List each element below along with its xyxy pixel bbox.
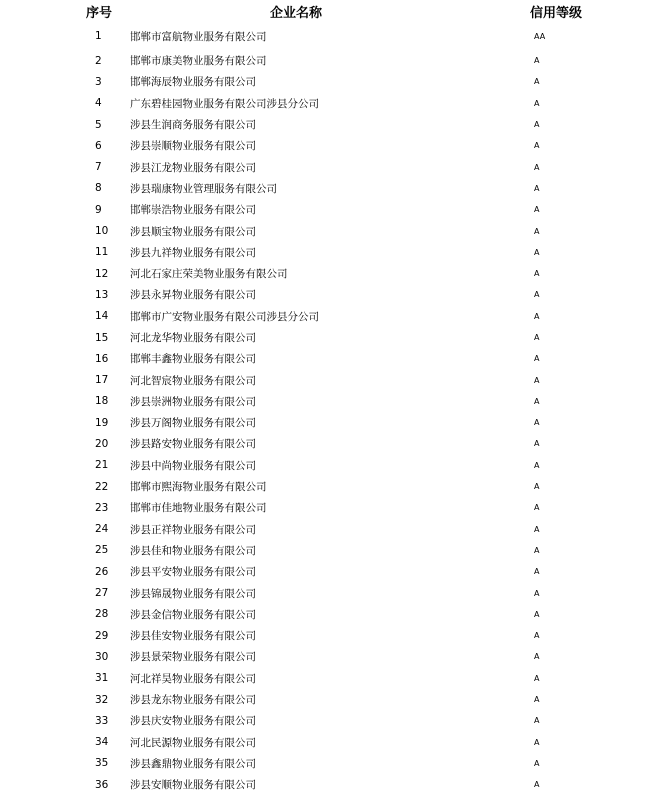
company-name-text: 邯郸市广安物业服务有限公司涉县分公司 bbox=[130, 310, 319, 323]
table-row bbox=[0, 582, 662, 603]
company-name-cell bbox=[130, 263, 500, 284]
table-row bbox=[0, 284, 662, 305]
table-row bbox=[0, 497, 662, 518]
credit-grade-cell: A bbox=[534, 780, 540, 790]
serial-number-cell: 1 bbox=[95, 30, 102, 42]
table-row bbox=[0, 476, 662, 497]
serial-number-cell: 18 bbox=[95, 395, 109, 408]
company-name-text: 涉县生润商务服务有限公司 bbox=[130, 119, 256, 132]
company-name-text: 涉县佳安物业服务有限公司 bbox=[130, 630, 256, 643]
serial-number-cell: 35 bbox=[95, 757, 109, 770]
company-name-text: 河北石家庄荣美物业服务有限公司 bbox=[130, 268, 288, 281]
serial-number-cell: 10 bbox=[95, 225, 109, 238]
table-header bbox=[0, 0, 662, 22]
serial-number-cell: 24 bbox=[95, 523, 109, 536]
credit-grade-cell: A bbox=[534, 354, 540, 364]
credit-grade-cell: A bbox=[534, 183, 540, 193]
company-name-cell bbox=[130, 710, 500, 731]
company-name-text: 涉县九祥物业服务有限公司 bbox=[130, 246, 256, 259]
serial-number-cell: 34 bbox=[95, 736, 109, 749]
serial-number-cell: 16 bbox=[95, 352, 109, 365]
company-name-cell bbox=[130, 156, 500, 177]
company-name-cell bbox=[130, 135, 500, 156]
credit-grade-cell: A bbox=[534, 695, 540, 705]
serial-number-cell: 3 bbox=[95, 75, 102, 88]
serial-number-cell: 4 bbox=[95, 97, 102, 110]
credit-grade-cell: A bbox=[534, 631, 540, 641]
credit-grade-cell: A bbox=[534, 460, 540, 470]
company-name-cell bbox=[130, 582, 500, 603]
serial-number-cell: 14 bbox=[95, 310, 109, 323]
credit-grade-cell: A bbox=[534, 588, 540, 598]
company-name-text: 涉县锦晟物业服务有限公司 bbox=[130, 587, 256, 600]
credit-grade-cell: A bbox=[534, 673, 540, 683]
serial-number-cell: 26 bbox=[95, 565, 109, 578]
company-name-cell bbox=[130, 455, 500, 476]
serial-number-cell: 27 bbox=[95, 587, 109, 600]
credit-grade-cell: A bbox=[534, 205, 540, 215]
serial-number-cell: 19 bbox=[95, 416, 109, 429]
company-name-cell bbox=[130, 114, 500, 135]
credit-grade-cell: A bbox=[534, 247, 540, 257]
company-name-cell bbox=[130, 348, 500, 369]
company-name-cell bbox=[130, 604, 500, 625]
table-row bbox=[0, 22, 662, 50]
company-name-text: 涉县崇顺物业服务有限公司 bbox=[130, 140, 256, 153]
company-name-text: 涉县佳和物业服务有限公司 bbox=[130, 544, 256, 557]
table-row bbox=[0, 156, 662, 177]
table-row bbox=[0, 220, 662, 241]
credit-grade-cell: A bbox=[534, 545, 540, 555]
serial-number-cell: 6 bbox=[95, 139, 102, 152]
serial-number-cell: 25 bbox=[95, 544, 109, 557]
serial-number-cell: 28 bbox=[95, 608, 109, 621]
company-name-cell bbox=[130, 199, 500, 220]
company-name-cell bbox=[130, 178, 500, 199]
serial-number-cell: 21 bbox=[95, 459, 109, 472]
credit-grade-cell: A bbox=[534, 439, 540, 449]
company-name-cell bbox=[130, 625, 500, 646]
company-name-cell bbox=[130, 561, 500, 582]
credit-grade-cell: A bbox=[534, 758, 540, 768]
table-body bbox=[0, 22, 662, 795]
company-name-text: 邯郸市富航物业服务有限公司 bbox=[130, 30, 267, 43]
credit-grade-cell: A bbox=[534, 652, 540, 662]
company-name-text: 河北智宸物业服务有限公司 bbox=[130, 374, 256, 387]
credit-grade-cell: A bbox=[534, 482, 540, 492]
credit-grade-cell: A bbox=[534, 120, 540, 130]
table-row bbox=[0, 71, 662, 92]
company-name-cell bbox=[130, 391, 500, 412]
table-row bbox=[0, 646, 662, 667]
company-name-text: 涉县路安物业服务有限公司 bbox=[130, 438, 256, 451]
company-name-cell bbox=[130, 476, 500, 497]
company-name-text: 涉县安顺物业服务有限公司 bbox=[130, 779, 256, 792]
credit-grade-cell: A bbox=[534, 524, 540, 534]
serial-number-cell: 9 bbox=[95, 203, 102, 216]
table-row bbox=[0, 369, 662, 390]
company-name-cell bbox=[130, 327, 500, 348]
company-name-text: 涉县顺宝物业服务有限公司 bbox=[130, 225, 256, 238]
serial-number-cell: 30 bbox=[95, 650, 109, 663]
credit-grade-cell: A bbox=[534, 226, 540, 236]
serial-number-cell: 31 bbox=[95, 672, 109, 685]
company-name-text: 涉县永昇物业服务有限公司 bbox=[130, 289, 256, 302]
header-row bbox=[0, 0, 662, 22]
company-name-cell bbox=[130, 519, 500, 540]
table-row bbox=[0, 412, 662, 433]
credit-grade-cell: A bbox=[534, 311, 540, 321]
company-name-text: 河北龙华物业服务有限公司 bbox=[130, 332, 256, 344]
company-name-cell bbox=[130, 753, 500, 774]
company-name-text: 邯郸丰鑫物业服务有限公司 bbox=[130, 353, 256, 366]
company-name-cell bbox=[130, 540, 500, 561]
credit-grade-cell: A bbox=[534, 333, 540, 342]
company-name-cell bbox=[130, 242, 500, 263]
table-row bbox=[0, 625, 662, 646]
table-row bbox=[0, 327, 662, 348]
credit-grade-cell: A bbox=[534, 396, 540, 406]
header-credit-grade: 信用等级 bbox=[530, 5, 583, 21]
table-row bbox=[0, 561, 662, 582]
company-name-cell bbox=[130, 732, 500, 753]
serial-number-cell: 7 bbox=[95, 161, 102, 174]
company-name-text: 涉县鑫鼎物业服务有限公司 bbox=[130, 757, 256, 770]
serial-number-cell: 8 bbox=[95, 182, 102, 195]
company-name-text: 邯郸海辰物业服务有限公司 bbox=[130, 76, 256, 89]
company-name-text: 涉县平安物业服务有限公司 bbox=[130, 566, 256, 579]
company-name-text: 涉县崇洲物业服务有限公司 bbox=[130, 395, 256, 408]
credit-grade-cell: A bbox=[534, 98, 540, 108]
serial-number-cell: 32 bbox=[95, 693, 109, 706]
serial-number-cell: 22 bbox=[95, 480, 109, 493]
credit-grade-cell: A bbox=[534, 269, 540, 279]
company-name-text: 涉县景荣物业服务有限公司 bbox=[130, 651, 256, 664]
serial-number-cell: 17 bbox=[95, 374, 109, 387]
company-name-cell bbox=[130, 22, 500, 50]
table-row bbox=[0, 519, 662, 540]
serial-number-cell: 2 bbox=[95, 54, 102, 67]
table-row bbox=[0, 668, 662, 689]
table-row bbox=[0, 199, 662, 220]
credit-grade-cell: A bbox=[534, 56, 540, 66]
company-name-text: 涉县万阁物业服务有限公司 bbox=[130, 417, 256, 430]
company-name-cell bbox=[130, 284, 500, 305]
table-row bbox=[0, 433, 662, 454]
company-name-cell bbox=[130, 774, 500, 795]
company-name-cell bbox=[130, 668, 500, 689]
credit-grade-cell: A bbox=[534, 290, 540, 300]
company-name-text: 涉县中尚物业服务有限公司 bbox=[130, 459, 256, 472]
table-row bbox=[0, 732, 662, 753]
company-name-cell bbox=[130, 220, 500, 241]
table-row bbox=[0, 774, 662, 795]
company-name-cell bbox=[130, 412, 500, 433]
table-row bbox=[0, 689, 662, 710]
company-name-cell bbox=[130, 369, 500, 390]
serial-number-cell: 11 bbox=[95, 246, 109, 259]
credit-grade-cell: A bbox=[534, 609, 540, 619]
table-row bbox=[0, 348, 662, 369]
company-name-text: 涉县龙东物业服务有限公司 bbox=[130, 694, 256, 707]
company-name-cell bbox=[130, 689, 500, 710]
table-row bbox=[0, 242, 662, 263]
serial-number-cell: 5 bbox=[95, 118, 102, 131]
table-row bbox=[0, 114, 662, 135]
company-name-text: 邯郸崇浩物业服务有限公司 bbox=[130, 204, 256, 217]
serial-number-cell: 29 bbox=[95, 629, 109, 642]
company-name-text: 涉县金信物业服务有限公司 bbox=[130, 608, 256, 621]
company-name-text: 涉县江龙物业服务有限公司 bbox=[130, 161, 256, 174]
credit-grade-cell: A bbox=[534, 77, 540, 87]
table-row bbox=[0, 135, 662, 156]
table-row bbox=[0, 753, 662, 774]
company-name-text: 邯郸市康美物业服务有限公司 bbox=[130, 55, 267, 68]
company-name-text: 涉县瑞康物业管理服务有限公司 bbox=[130, 182, 277, 195]
company-name-text: 河北祥昊物业服务有限公司 bbox=[130, 672, 256, 685]
company-name-text: 涉县正祥物业服务有限公司 bbox=[130, 523, 256, 536]
serial-number-cell: 23 bbox=[95, 501, 109, 514]
credit-grade-cell: A bbox=[534, 162, 540, 172]
company-name-text: 河北民源物业服务有限公司 bbox=[130, 736, 256, 749]
header-company-name: 企业名称 bbox=[270, 5, 323, 21]
credit-grade-cell: A bbox=[534, 375, 540, 385]
company-name-text: 邯郸市熙海物业服务有限公司 bbox=[130, 481, 267, 494]
serial-number-cell: 36 bbox=[95, 778, 109, 791]
header-serial-number: 序号 bbox=[86, 5, 113, 21]
table-row bbox=[0, 263, 662, 284]
company-name-text: 邯郸市佳地物业服务有限公司 bbox=[130, 502, 267, 515]
credit-grade-cell: A bbox=[534, 716, 540, 726]
company-name-cell bbox=[130, 433, 500, 454]
table-row bbox=[0, 455, 662, 476]
company-name-cell bbox=[130, 50, 500, 71]
serial-number-cell: 33 bbox=[95, 714, 109, 727]
credit-grade-cell: AA bbox=[534, 31, 546, 41]
serial-number-cell: 15 bbox=[95, 331, 109, 344]
serial-number-cell: 20 bbox=[95, 437, 109, 450]
credit-grade-cell: A bbox=[534, 737, 540, 747]
company-name-cell bbox=[130, 646, 500, 667]
credit-grade-cell: A bbox=[534, 567, 540, 577]
company-name-cell bbox=[130, 93, 500, 114]
table-row bbox=[0, 604, 662, 625]
serial-number-cell: 13 bbox=[95, 288, 109, 301]
table-row bbox=[0, 710, 662, 731]
table-row bbox=[0, 178, 662, 199]
company-name-cell bbox=[130, 71, 500, 92]
table-row bbox=[0, 391, 662, 412]
credit-grade-cell: A bbox=[534, 503, 540, 513]
serial-number-cell: 12 bbox=[95, 267, 109, 280]
company-name-text: 涉县庆安物业服务有限公司 bbox=[130, 715, 256, 728]
table-row bbox=[0, 93, 662, 114]
table-row bbox=[0, 540, 662, 561]
credit-grade-cell: A bbox=[534, 141, 540, 151]
company-name-cell bbox=[130, 497, 500, 518]
table-row bbox=[0, 306, 662, 327]
company-name-cell bbox=[130, 306, 500, 327]
table-row bbox=[0, 50, 662, 71]
credit-grade-cell: A bbox=[534, 418, 540, 428]
company-name-text: 广东碧桂园物业服务有限公司涉县分公司 bbox=[130, 97, 319, 110]
